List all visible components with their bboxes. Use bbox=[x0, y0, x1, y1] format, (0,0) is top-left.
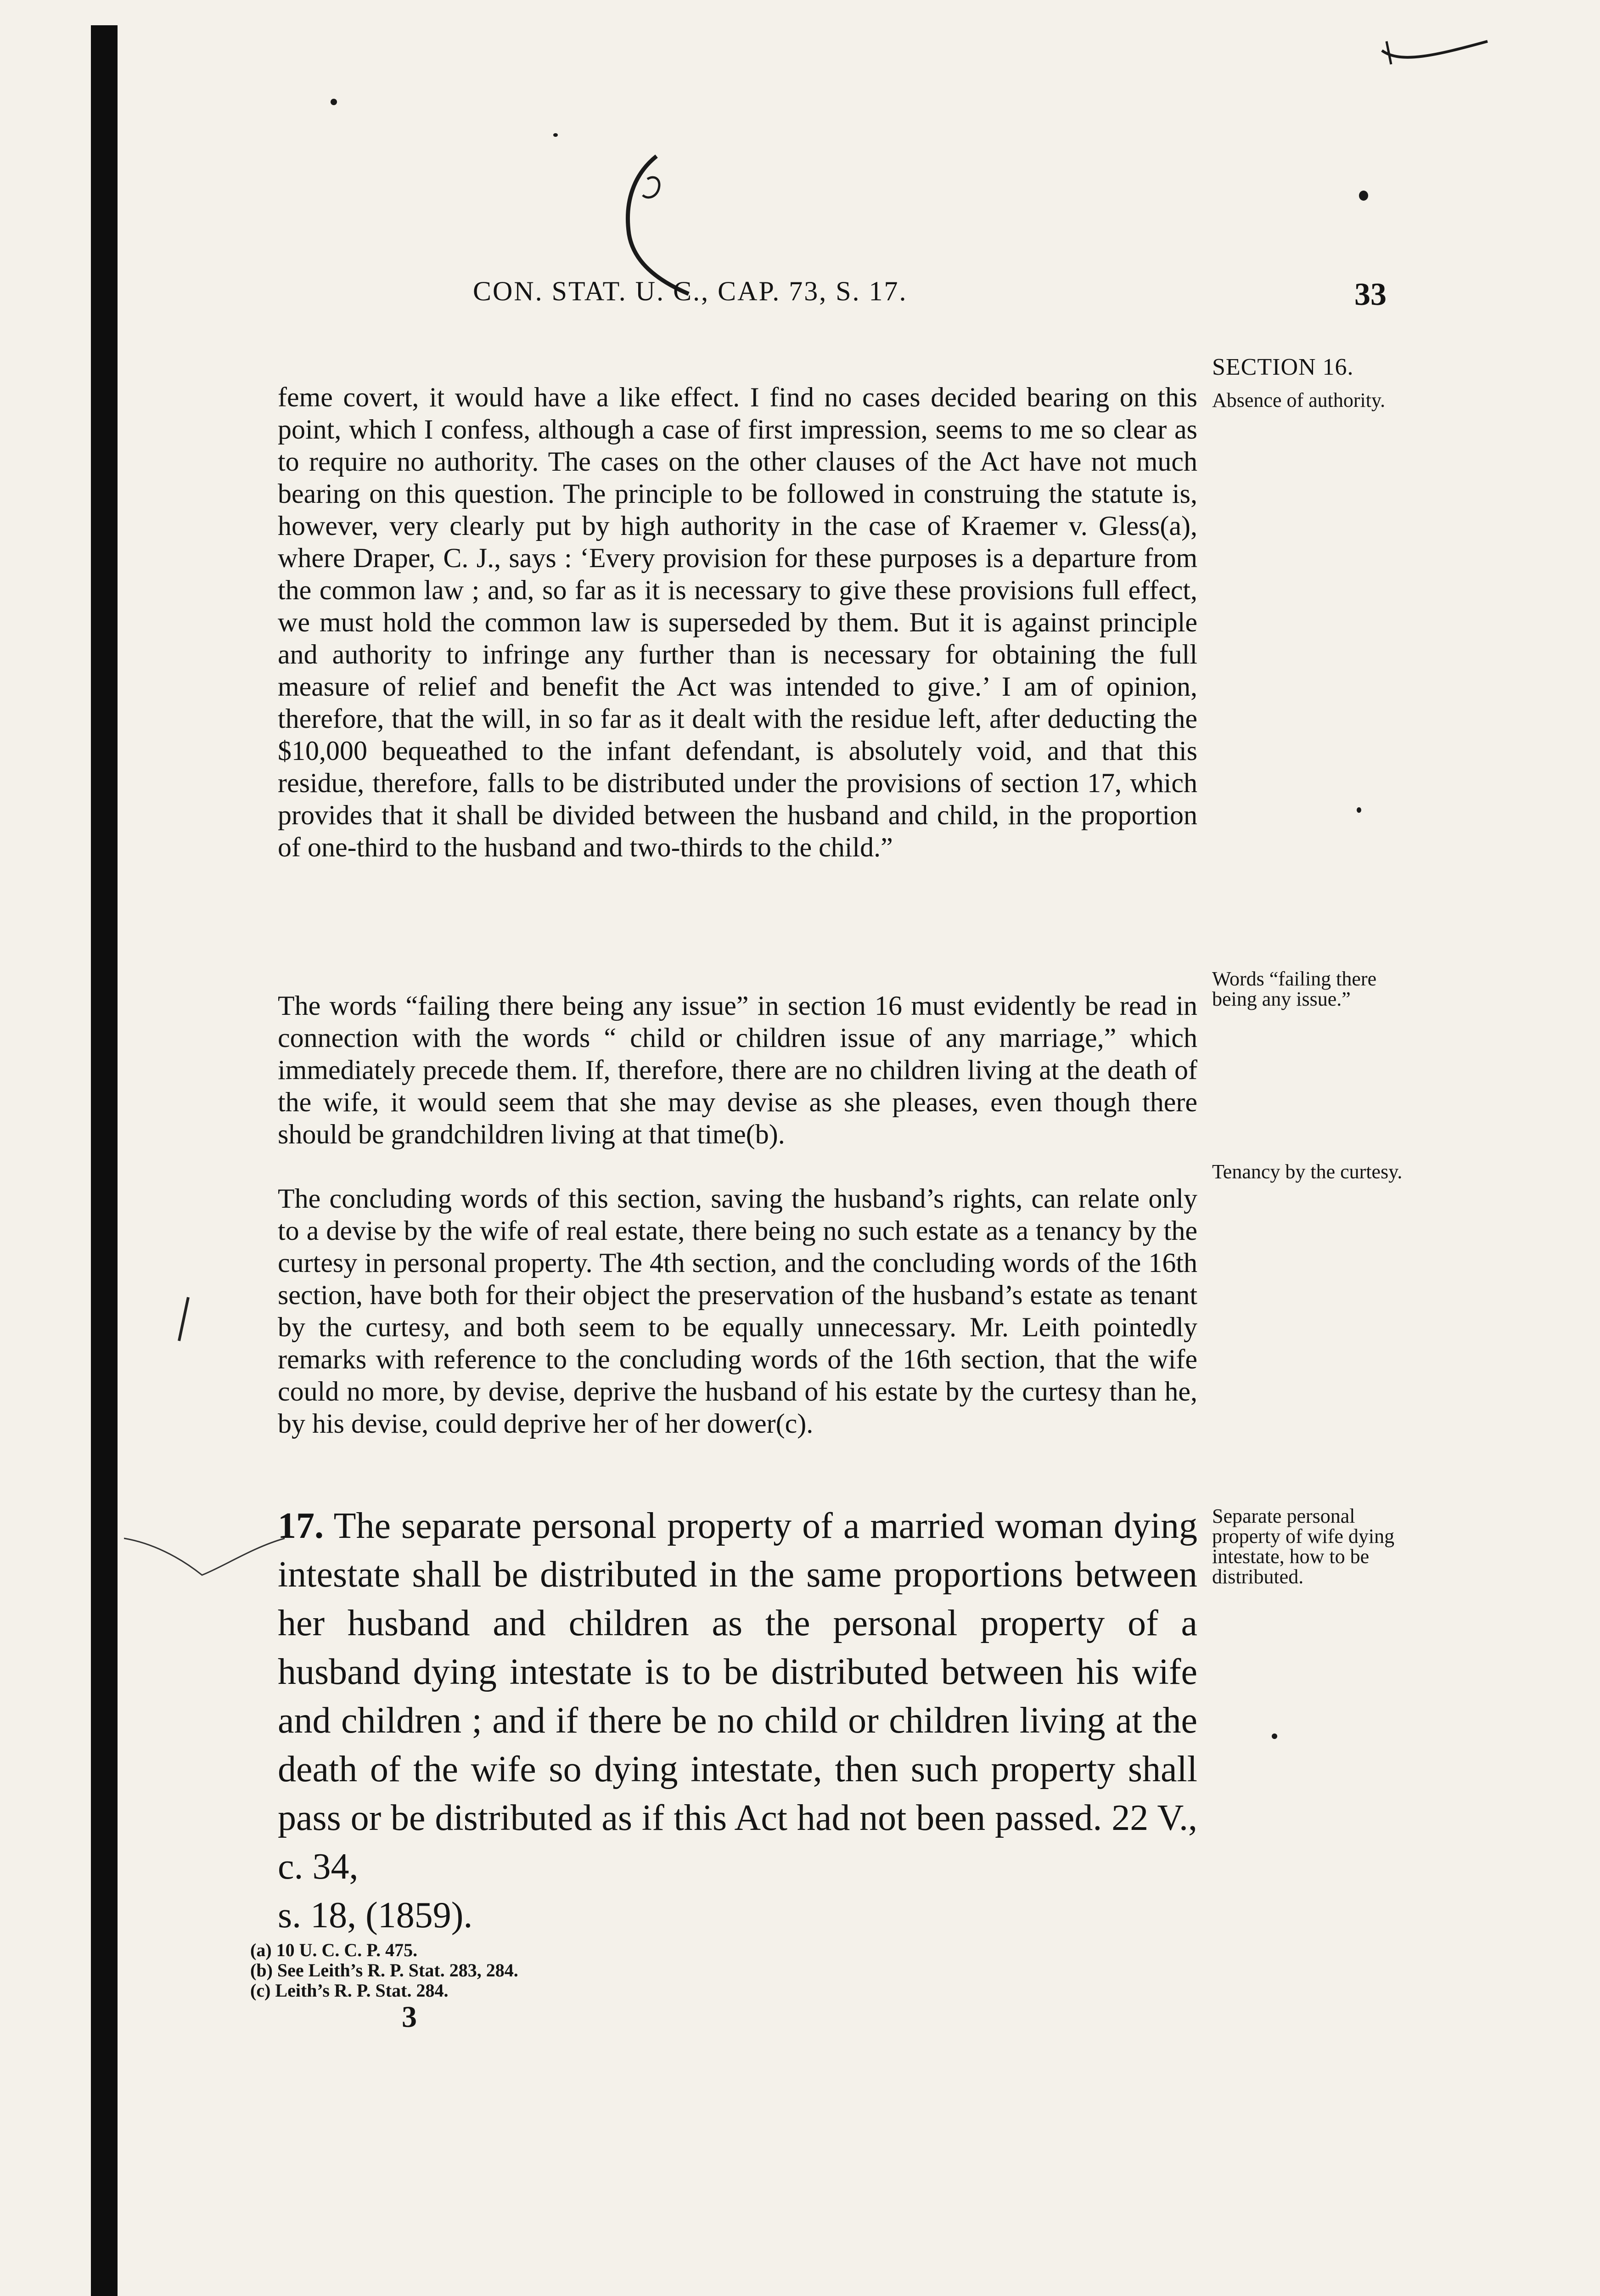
ink-speck bbox=[1357, 807, 1361, 813]
ink-speck bbox=[1359, 191, 1368, 201]
section-citation: 22 V., c. 34, bbox=[278, 1798, 1198, 1887]
section-number: 17. bbox=[278, 1506, 324, 1546]
body-paragraph: The words “failing there being any issue” in section 16 must evidently be read in connection with the words “ child or children issue of any marriage,” which immediately precede them. If, therefore, there are no children living at the death of the wife, it would seem that she may devise as she pleases, even though there should be grandchildren living at that time(b). bbox=[278, 990, 1197, 1149]
running-head: CON. STAT. U. C., CAP. 73, S. 17. bbox=[473, 276, 908, 306]
statute-section bbox=[278, 1502, 1197, 1940]
footnote: (b) See Leith’s R. P. Stat. 283, 284. bbox=[250, 1960, 518, 1981]
section-body: The separate personal property of a married woman dying intestate shall be distributed in the same proportions between her husband and children as the personal property of a husband dying intestate is to be distributed between his wife and children ; and if there be no child or children living at the death of the wife so dying intestate, then such property shall pass or be distributed as if this Act had not been passed. bbox=[278, 1506, 1197, 1838]
ink-speck bbox=[1272, 1733, 1277, 1739]
binding-edge bbox=[91, 25, 118, 2296]
footnote: (a) 10 U. C. C. P. 475. bbox=[250, 1940, 418, 1960]
page-number: 33 bbox=[1354, 277, 1387, 312]
margin-note: Words “failing there being any issue.” bbox=[1212, 968, 1377, 1010]
footnote: (c) Leith’s R. P. Stat. 284. bbox=[250, 1980, 449, 2001]
ink-speck bbox=[331, 99, 337, 105]
footnotes bbox=[250, 1940, 755, 2001]
margin-note: Separate personal property of wife dying intestate, how to be distributed. bbox=[1212, 1505, 1395, 1588]
margin-note: Absence of authority. bbox=[1212, 389, 1386, 411]
ink-speck bbox=[553, 133, 558, 137]
section-citation-year: s. 18, (1859). bbox=[278, 1895, 473, 1936]
corner-pen-mark bbox=[1373, 23, 1492, 78]
margin-note-section: SECTION 16. bbox=[1212, 354, 1354, 380]
body-paragraph: The concluding words of this section, saving the husband’s rights, can relate only to a devise by the wife of real estate, there being no such estate as a tenancy by the curtesy in personal property. The 4th section, and the concluding words of the 16th section, have both for their object the preservation of the husband’s estate as tenant by the curtesy, and both seem to be equally unnecessary. Mr. Leith pointedly remarks with reference to the concluding words of the 16th section, that the wife could no more, by devise, deprive the husband of his estate by the curtesy than he, by his devise, could deprive her of her dower(c). bbox=[278, 1183, 1197, 1439]
body-paragraph: feme covert, it would have a like effect. I find no cases decided bearing on this point, which I confess, although a case of first impression, seems to me so clear as to require no authority. The cases on the other clauses of the Act have not much bearing on this question. The principle to be followed in construing the statute is, however, very clearly put by high authority in the case of Kraemer v. Gless(a), where Draper, C. J., says : ‘Every provision for these purposes is a departure from the common law ; and, so far as it is necessary to give these provisions full effect, we must hold the common law is superseded by them. But it is against principle and authority to infringe any further than is necessary for obtaining the full measure of relief and benefit the Act was intended to give.’ I am of opinion, therefore, that the will, in so far as it dealt with the residue left, after deducting the $10,000 bequeathed to the infant defendant, is absolutely void, and that this residue, therefore, falls to be distributed under the provisions of section 17, which provides that it shall be divided between the husband and child, in the proportion of one-third to the husband and two-thirds to the child.” bbox=[278, 382, 1197, 862]
margin-pencil-stroke bbox=[174, 1295, 193, 1345]
margin-pencil-bracket bbox=[124, 1506, 289, 1584]
signature-mark: 3 bbox=[402, 2000, 417, 2034]
margin-note: Tenancy by the curtesy. bbox=[1212, 1160, 1403, 1183]
